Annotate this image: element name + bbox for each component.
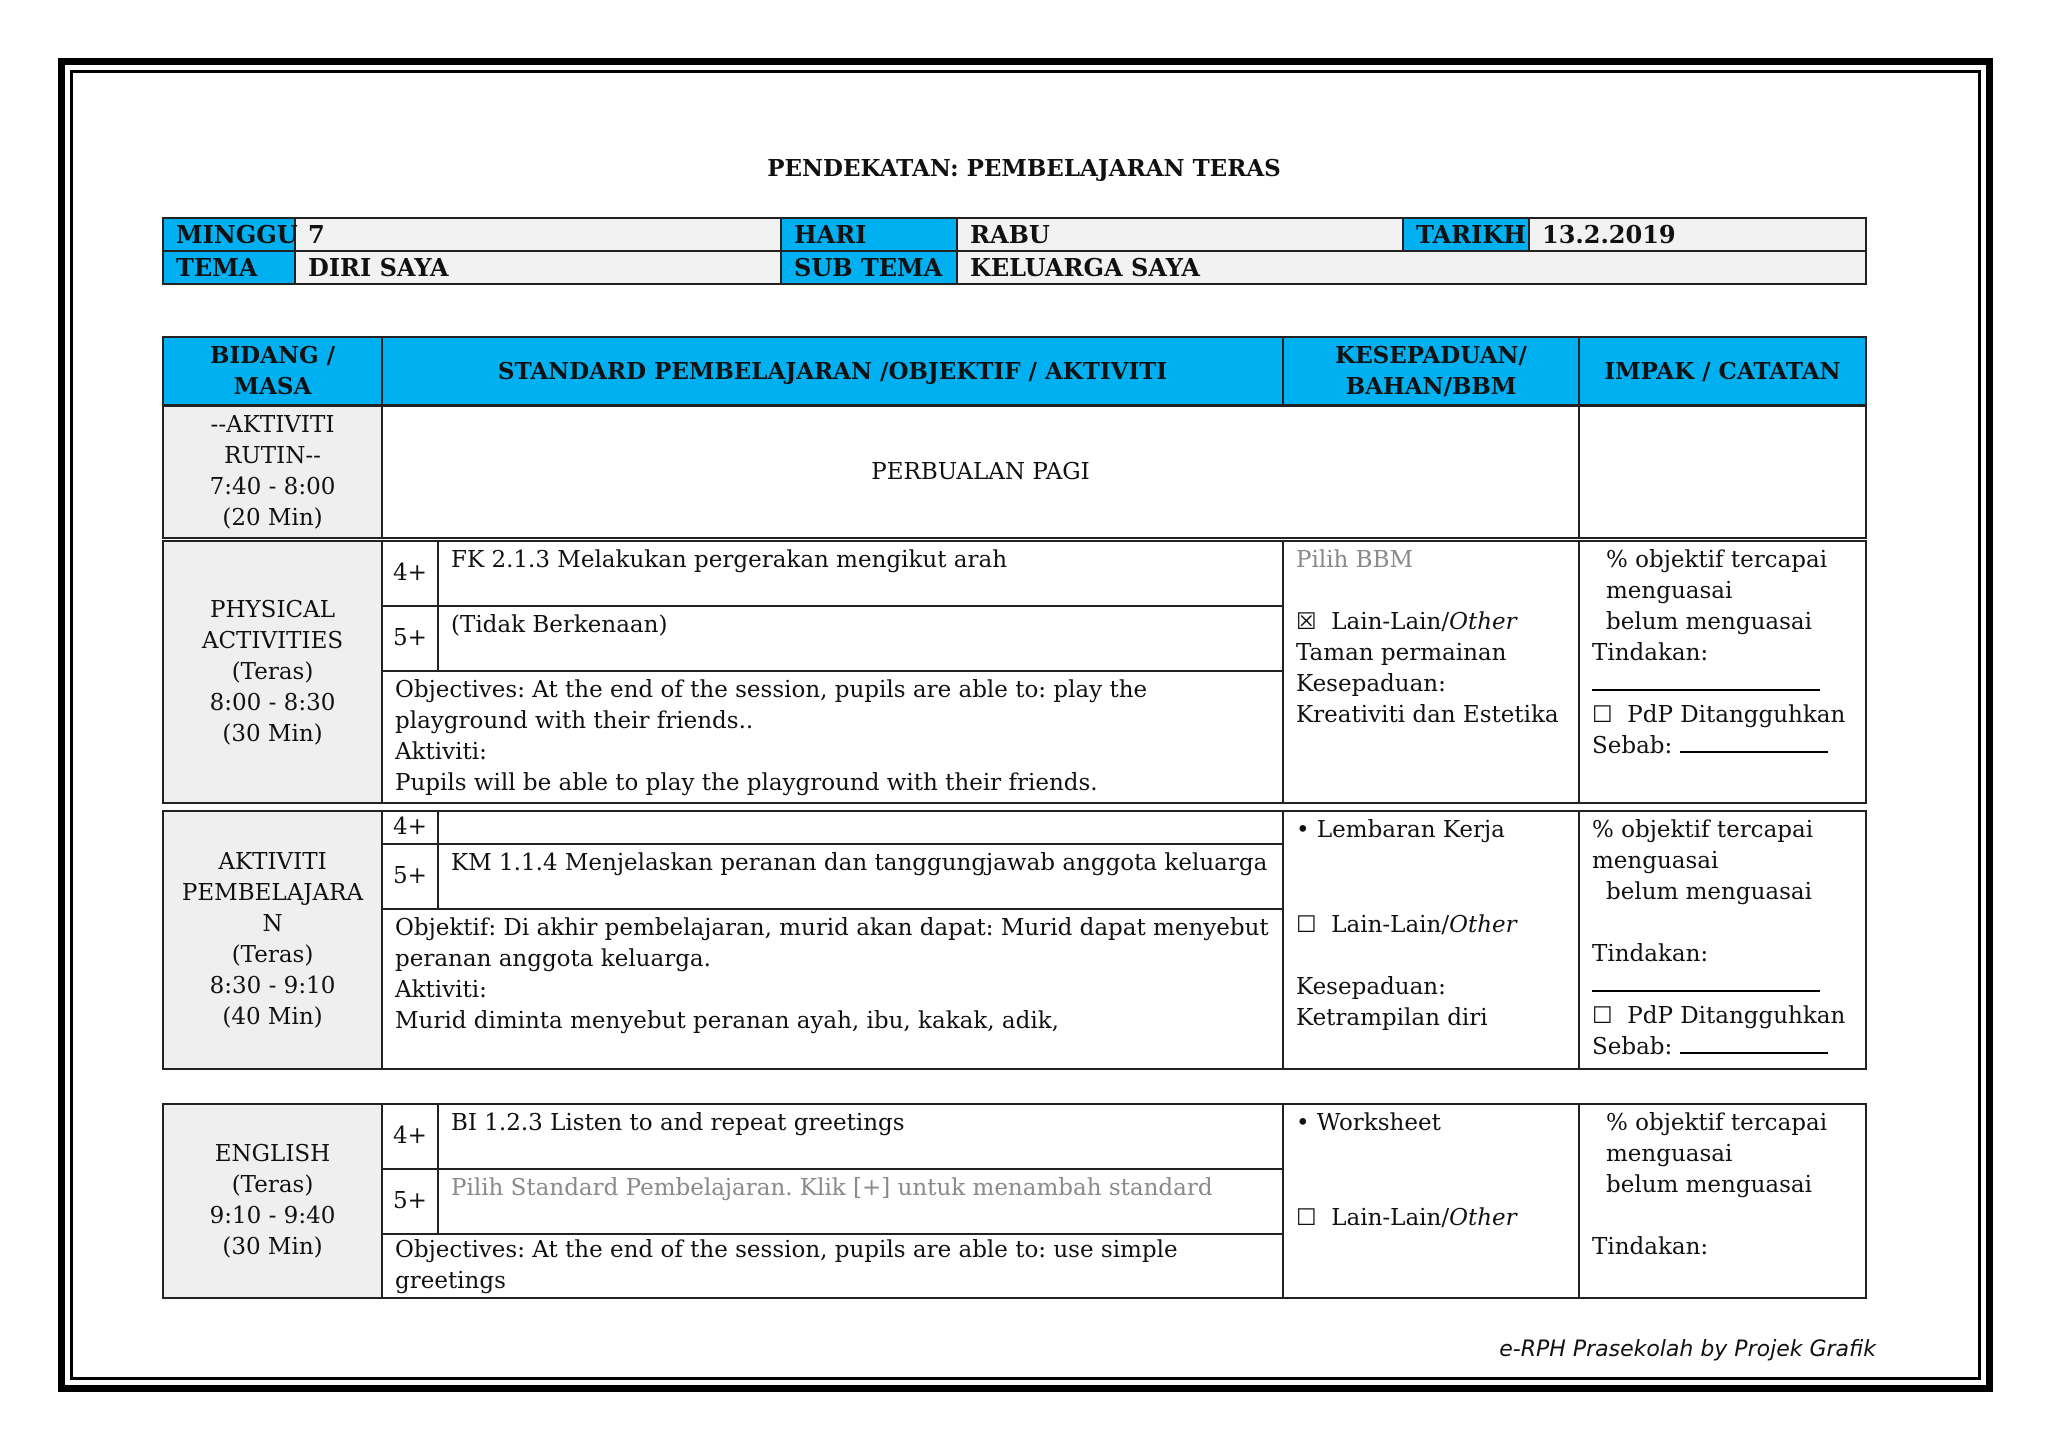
checkbox-icon[interactable]: ☐ <box>1296 1205 1317 1231</box>
aktiviti-impak[interactable]: % objektif tercapai menguasai belum menguasai Tindakan: ☐ PdP Ditangguhkan Sebab: <box>1579 811 1866 1069</box>
header-kesepaduan: KESEPADUAN/ BAHAN/BBM <box>1283 337 1579 405</box>
sebab-line[interactable] <box>1680 1034 1828 1054</box>
lain-lain-option[interactable]: ☐ Lain-Lain/Other <box>1296 912 1517 938</box>
pdp-option[interactable]: ☐ PdP Ditangguhkan <box>1592 702 1846 728</box>
tarikh-value[interactable]: 13.2.2019 <box>1529 218 1866 251</box>
english-impak[interactable]: % objektif tercapai menguasai belum menguasai Tindakan: <box>1579 1104 1866 1298</box>
english-standard-5[interactable]: Pilih Standard Pembelajaran. Klik [+] untuk menambah standard <box>438 1169 1283 1234</box>
bbm-placeholder[interactable]: Pilih BBM <box>1296 547 1414 573</box>
aktiviti-standard-4[interactable] <box>438 811 1283 844</box>
english-bbm[interactable] <box>1283 1104 1579 1298</box>
info-table <box>162 217 1867 285</box>
hari-label: HARI <box>781 218 957 251</box>
kesepaduan-value: Kreativiti dan Estetika <box>1296 702 1559 728</box>
subtema-value[interactable]: KELUARGA SAYA <box>957 251 1866 284</box>
pdp-option[interactable]: ☐ PdP Ditangguhkan <box>1592 1003 1846 1029</box>
page-title: PENDEKATAN: PEMBELAJARAN TERAS <box>767 155 1281 182</box>
header-impak: IMPAK / CATATAN <box>1579 337 1866 405</box>
english-standard-4[interactable]: BI 1.2.3 Listen to and repeat greetings <box>438 1104 1283 1169</box>
lain-lain-text: Taman permainan <box>1296 640 1507 666</box>
lesson-table-header <box>162 336 1867 406</box>
physical-impak[interactable]: % objektif tercapai menguasai belum menguasai Tindakan: ☐ PdP Ditangguhkan Sebab: <box>1579 541 1866 803</box>
physical-bbm[interactable] <box>1283 541 1579 803</box>
physical-masa: PHYSICAL ACTIVITIES (Teras) 8:00 - 8:30 (30 Min) <box>163 541 382 803</box>
rutin-block <box>162 405 1867 539</box>
rutin-activity[interactable]: PERBUALAN PAGI <box>382 406 1579 538</box>
tarikh-label: TARIKH <box>1403 218 1529 251</box>
lain-lain-option[interactable]: ☐ Lain-Lain/Other <box>1296 1205 1517 1231</box>
checkbox-checked-icon[interactable]: ☒ <box>1296 609 1317 635</box>
checkbox-icon[interactable]: ☐ <box>1592 1003 1613 1029</box>
physical-level-4: 4+ <box>382 541 438 606</box>
english-objectives[interactable]: Objectives: At the end of the session, pupils are able to: use simple greetings <box>382 1234 1283 1298</box>
subtema-label: SUB TEMA <box>781 251 957 284</box>
lain-lain-option[interactable]: ☒ Lain-Lain/Other <box>1296 609 1517 635</box>
aktiviti-level-4: 4+ <box>382 811 438 844</box>
english-level-4: 4+ <box>382 1104 438 1169</box>
minggu-label: MINGGU <box>163 218 295 251</box>
footer-credit: e-RPH Prasekolah by Projek Grafik <box>1499 1337 1876 1362</box>
rutin-impak[interactable] <box>1579 406 1866 538</box>
kesepaduan-value: Ketrampilan diri <box>1296 1005 1488 1031</box>
tindakan-line[interactable] <box>1592 669 1820 691</box>
sebab-line[interactable] <box>1680 733 1828 753</box>
hari-value[interactable]: RABU <box>957 218 1403 251</box>
aktiviti-pembelajaran-block <box>162 810 1867 1070</box>
physical-standard-5[interactable]: (Tidak Berkenaan) <box>438 606 1283 671</box>
checkbox-icon[interactable]: ☐ <box>1296 912 1317 938</box>
tema-value[interactable]: DIRI SAYA <box>295 251 781 284</box>
physical-standard-4[interactable]: FK 2.1.3 Melakukan pergerakan mengikut arah <box>438 541 1283 606</box>
checkbox-icon[interactable]: ☐ <box>1592 702 1613 728</box>
tindakan-line[interactable] <box>1592 970 1820 992</box>
physical-objectives[interactable]: Objectives: At the end of the session, pupils are able to: play the playground with their friends.. Aktiviti: Pupils will be able to play the playground with their friends. <box>382 671 1283 803</box>
aktiviti-bbm[interactable] <box>1283 811 1579 1069</box>
english-block <box>162 1103 1867 1299</box>
physical-level-5: 5+ <box>382 606 438 671</box>
rutin-masa: --AKTIVITI RUTIN-- 7:40 - 8:00 (20 Min) <box>163 406 382 538</box>
aktiviti-standard-5[interactable]: KM 1.1.4 Menjelaskan peranan dan tanggungjawab anggota keluarga <box>438 844 1283 909</box>
bbm-item: • Worksheet <box>1296 1110 1441 1136</box>
header-standard: STANDARD PEMBELAJARAN /OBJEKTIF / AKTIVITI <box>382 337 1283 405</box>
minggu-value[interactable]: 7 <box>295 218 781 251</box>
header-bidang: BIDANG / MASA <box>163 337 382 405</box>
aktiviti-level-5: 5+ <box>382 844 438 909</box>
tema-label: TEMA <box>163 251 295 284</box>
physical-block <box>162 540 1867 804</box>
aktiviti-objectives[interactable]: Objektif: Di akhir pembelajaran, murid akan dapat: Murid dapat menyebut peranan anggota keluarga. Aktiviti: Murid diminta menyebut peranan ayah, ibu, kakak, adik, <box>382 909 1283 1069</box>
aktiviti-masa: AKTIVITI PEMBELAJARA N (Teras) 8:30 - 9:10 (40 Min) <box>163 811 382 1069</box>
bbm-item: • Lembaran Kerja <box>1296 817 1505 843</box>
english-level-5: 5+ <box>382 1169 438 1234</box>
kesepaduan-label: Kesepaduan: <box>1296 974 1446 1000</box>
english-masa: ENGLISH (Teras) 9:10 - 9:40 (30 Min) <box>163 1104 382 1298</box>
kesepaduan-label: Kesepaduan: <box>1296 671 1446 697</box>
